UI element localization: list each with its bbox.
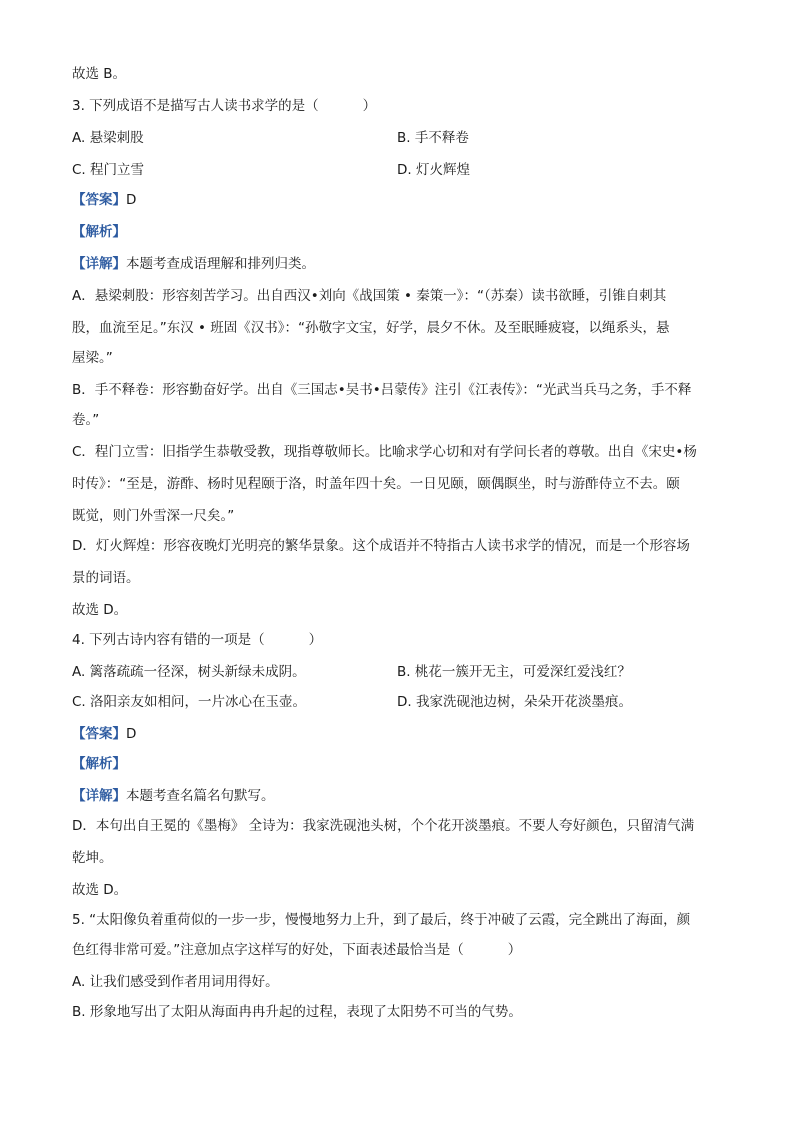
option-d: D. 我家洗砚池边树，朵朵开花淡墨痕。 — [397, 694, 632, 710]
answer-tag: 【答案】 — [72, 726, 126, 742]
option-a: A. 悬梁刺股 — [72, 130, 144, 146]
option-b: B. 形象地写出了太阳从海面冉冉升起的过程，表现了太阳势不可当的气势。 — [72, 1004, 522, 1020]
answer-line — [72, 724, 136, 744]
option-c: C. 洛阳亲友如相问，一片冰心在玉壶。 — [72, 694, 307, 710]
detail-text: 本题考查名篇名句默写。 — [126, 788, 275, 804]
answer-value: D — [126, 192, 137, 208]
answer-tag: 【答案】 — [72, 192, 126, 208]
question-text-end: ） — [308, 632, 323, 648]
question-5-stem: 5. “太阳像负着重荷似的一步一步，慢慢地努力上升，到了最后，终于冲破了云霞，完全跳出了海面，颜 — [72, 912, 691, 928]
answer-value: D — [126, 726, 137, 742]
option-c: C. 程门立雪 — [72, 162, 145, 178]
detail-tag: 【详解】 — [72, 256, 126, 272]
explanation-line: 时传》：“至是，游酢、杨时见程颐于洛，时盖年四十矣。一日见颐，颐偶瞑坐，时与游酢侍立不去。颐 — [72, 476, 680, 492]
explanation-line: C．程门立雪：旧指学生恭敬受教，现指尊敬师长。比喻求学心切和对有学问长者的尊敬。出自《宋史•杨 — [72, 444, 697, 460]
answer-line — [72, 190, 136, 210]
explanation-line: 乾坤。 — [72, 850, 113, 866]
explanation-line: D．灯火辉煌：形容夜晚灯光明亮的繁华景象。这个成语并不特指古人读书求学的情况，而是一个形容场 — [72, 538, 690, 554]
detail-line — [72, 786, 275, 806]
question-5-stem-cont — [72, 940, 521, 960]
detail-tag: 【详解】 — [72, 788, 126, 804]
conclusion-line: 故选 D。 — [72, 602, 128, 618]
detail-line — [72, 254, 315, 274]
analysis-heading — [72, 754, 126, 774]
question-4-stem — [72, 630, 322, 650]
option-d: D. 灯火辉煌 — [397, 162, 470, 178]
option-b: B. 桃花一簇开无主，可爱深红爱浅红？ — [397, 664, 631, 680]
detail-text: 本题考查成语理解和排列归类。 — [126, 256, 315, 272]
option-a: A. 让我们感受到作者用词用得好。 — [72, 974, 279, 990]
explanation-line: 屋梁。” — [72, 350, 113, 366]
explanation-line: 卷。” — [72, 412, 100, 428]
analysis-tag: 【解析】 — [72, 756, 126, 772]
explanation-line: 既觉，则门外雪深一尺矣。” — [72, 508, 235, 524]
analysis-tag: 【解析】 — [72, 224, 126, 240]
explanation-line: 景的词语。 — [72, 570, 140, 586]
explanation-line: 股，血流至足。”东汉 • 班固《汉书》：“孙敬字文宝，好学，晨夕不休。及至眠睡疲寝，以绳系头，悬 — [72, 320, 670, 336]
conclusion-line: 故选 B。 — [72, 66, 127, 82]
question-text: 4. 下列古诗内容有错的一项是（ — [72, 632, 265, 648]
option-b: B. 手不释卷 — [397, 130, 469, 146]
question-text: 色红得非常可爱。”注意加点字这样写的好处，下面表述最恰当是（ — [72, 942, 464, 958]
conclusion-line: 故选 D。 — [72, 882, 128, 898]
analysis-heading — [72, 222, 126, 242]
question-3-stem — [72, 96, 376, 116]
explanation-line: A．悬梁刺股：形容刻苦学习。出自西汉•刘向《战国策 • 秦策一》：“（苏秦）读书欲睡，引锥自刺其 — [72, 288, 667, 304]
explanation-line: B．手不释卷：形容勤奋好学。出自《三国志•吴书•吕蒙传》注引《江表传》：“光武当兵马之务，手不释 — [72, 382, 692, 398]
question-text: 3. 下列成语不是描写古人读书求学的是（ — [72, 98, 319, 114]
option-a: A. 篱落疏疏一径深，树头新绿未成阴。 — [72, 664, 306, 680]
question-text-end: ） — [507, 942, 522, 958]
explanation-line: D．本句出自王冕的《墨梅》 全诗为：我家洗砚池头树，个个花开淡墨痕。不要人夸好颜色，只留清气满 — [72, 818, 695, 834]
question-text-end: ） — [362, 98, 377, 114]
